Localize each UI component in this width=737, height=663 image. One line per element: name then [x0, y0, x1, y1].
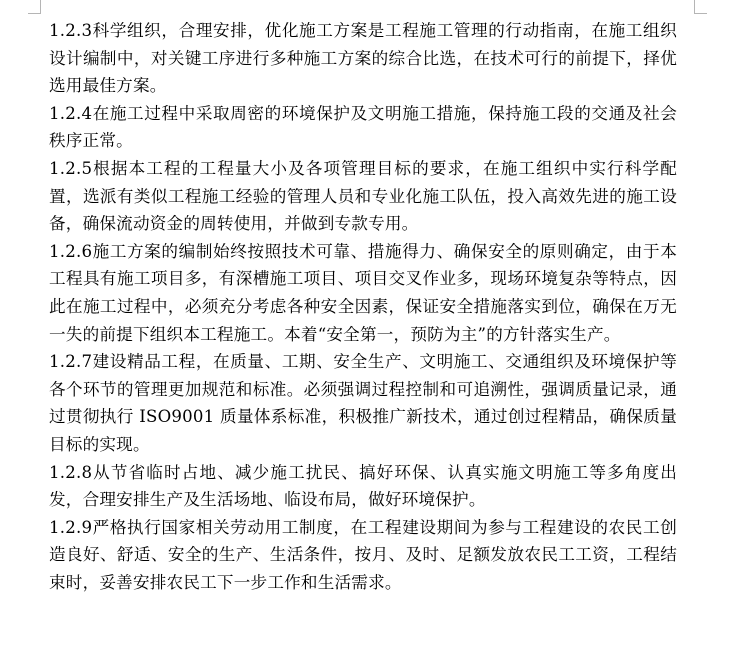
page-corner-mark-right — [694, 0, 695, 14]
page-corner-mark-right-horizontal — [695, 13, 707, 14]
paragraph-1-2-3: 1.2.3科学组织，合理安排，优化施工方案是工程施工管理的行动指南，在施工组织设计编制中，对关键工序进行多种施工方案的综合比选，在技术可行的前提下，择优选用最佳方案。 — [49, 21, 677, 96]
paragraph-1-2-4: 1.2.4在施工过程中采取周密的环境保护及文明施工措施，保持施工段的交通及社会秩序正常。 — [49, 103, 677, 151]
document-body — [49, 17, 677, 596]
paragraph-1-2-9: 1.2.9严格执行国家相关劳动用工制度，在工程建设期间为参与工程建设的农民工创造良好、舒适、安全的生产、生活条件，按月、及时、足额发放农民工工资，工程结束时，妥善安排农民工下一步工作和生活需求。 — [49, 517, 677, 592]
paragraph-1-2-7: 1.2.7建设精品工程，在质量、工期、安全生产、文明施工、交通组织及环境保护等各个环节的管理更加规范和标准。必须强调过程控制和可追溯性，强调质量记录，通过贯彻执行 ISO9001 质量体系标准，积极推广新技术，通过创过程精品，确保质量目标的实现。 — [49, 352, 677, 454]
page-corner-mark-left-horizontal — [28, 13, 40, 14]
page-corner-mark-left — [40, 0, 41, 14]
paragraph-1-2-8: 1.2.8从节省临时占地、减少施工扰民、搞好环保、认真实施文明施工等多角度出发，合理安排生产及生活场地、临设布局，做好环境保护。 — [49, 462, 677, 510]
paragraph-1-2-5: 1.2.5根据本工程的工程量大小及各项管理目标的要求，在施工组织中实行科学配置，选派有类似工程施工经验的管理人员和专业化施工队伍，投入高效先进的施工设备，确保流动资金的周转使用，并做到专款专用。 — [49, 158, 677, 234]
paragraph-1-2-6: 1.2.6施工方案的编制始终按照技术可靠、措施得力、确保安全的原则确定，由于本工程具有施工项目多，有深槽施工项目、项目交叉作业多，现场环境复杂等特点，因此在施工过程中，必须充分考虑各种安全因素，保证安全措施落实到位，确保在万无一失的前提下组织本工程施工。本着“安全第一，预防为主”的方针落实生产。 — [49, 241, 677, 344]
